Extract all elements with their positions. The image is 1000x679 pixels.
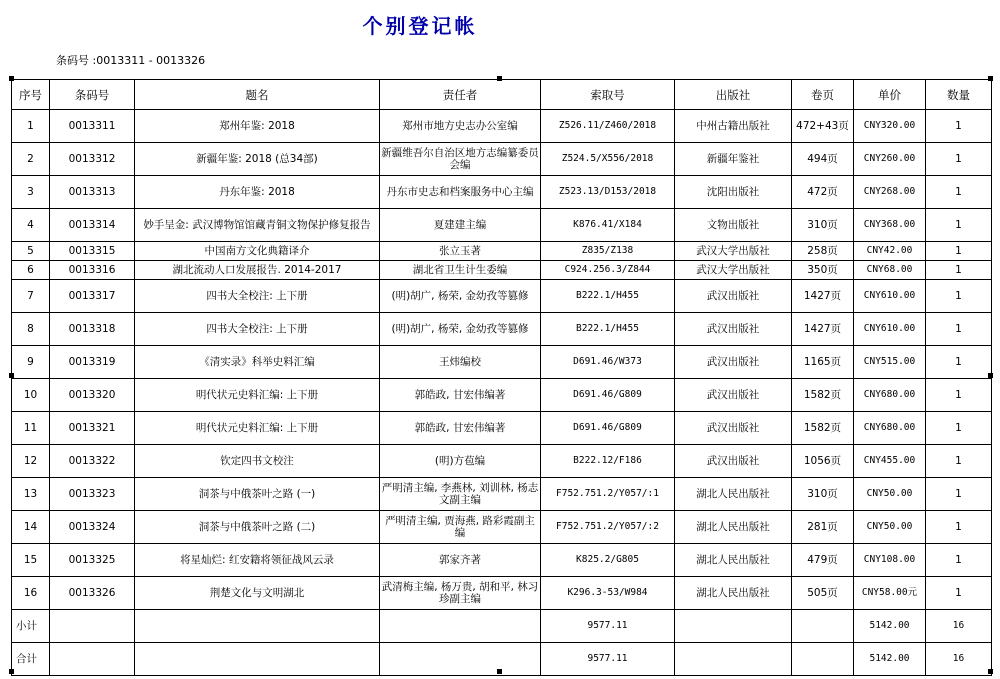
row-pages: 472+43页 [792, 110, 854, 143]
table-row [12, 261, 992, 280]
row-no: 10 [12, 379, 50, 412]
row-no: 1 [12, 110, 50, 143]
row-callno: K825.2/G805 [541, 544, 675, 577]
header-row [12, 80, 992, 110]
row-price: CNY455.00 [854, 445, 926, 478]
row-author: (明)胡广, 杨荣, 金幼孜等篡修 [380, 313, 541, 346]
row-publisher: 武汉出版社 [675, 445, 792, 478]
row-publisher: 武汉出版社 [675, 280, 792, 313]
row-qty: 1 [926, 209, 992, 242]
ledger-table [11, 79, 992, 676]
row-pages: 494页 [792, 143, 854, 176]
subtotal-row [12, 610, 992, 643]
row-price: CNY320.00 [854, 110, 926, 143]
row-title: 将星灿烂: 红安籍将领征战风云录 [135, 544, 380, 577]
row-author: 郑州市地方史志办公室编 [380, 110, 541, 143]
row-pages: 310页 [792, 209, 854, 242]
row-publisher: 湖北人民出版社 [675, 577, 792, 610]
row-barcode: 0013326 [50, 577, 135, 610]
row-pages: 505页 [792, 577, 854, 610]
row-barcode: 0013318 [50, 313, 135, 346]
row-publisher: 武汉出版社 [675, 346, 792, 379]
row-qty: 1 [926, 261, 992, 280]
col-header-callno: 索取号 [541, 80, 675, 110]
resize-handle-bottom-right[interactable] [988, 669, 993, 674]
row-title: 妙手呈金: 武汉博物馆馆藏青铜文物保护修复报告 [135, 209, 380, 242]
row-price: CNY58.00元 [854, 577, 926, 610]
row-pages: 479页 [792, 544, 854, 577]
row-barcode: 0013323 [50, 478, 135, 511]
table-row [12, 511, 992, 544]
row-qty: 1 [926, 143, 992, 176]
row-barcode: 0013322 [50, 445, 135, 478]
row-publisher: 湖北人民出版社 [675, 544, 792, 577]
table-row [12, 577, 992, 610]
row-qty: 1 [926, 280, 992, 313]
row-no: 12 [12, 445, 50, 478]
row-title: 四书大全校注: 上下册 [135, 313, 380, 346]
row-barcode: 0013324 [50, 511, 135, 544]
row-title: 四书大全校注: 上下册 [135, 280, 380, 313]
row-title: 《清实录》科举史料汇编 [135, 346, 380, 379]
row-author: 武清梅主编, 杨万贵, 胡和平, 林习珍副主编 [380, 577, 541, 610]
row-price: CNY260.00 [854, 143, 926, 176]
row-barcode: 0013315 [50, 242, 135, 261]
row-pages: 258页 [792, 242, 854, 261]
row-author: 严明清主编, 贾海燕, 路彩霞副主编 [380, 511, 541, 544]
row-no: 6 [12, 261, 50, 280]
row-barcode: 0013313 [50, 176, 135, 209]
resize-handle-top-left[interactable] [9, 76, 14, 81]
row-title: 洞茶与中俄茶叶之路 (二) [135, 511, 380, 544]
row-barcode: 0013320 [50, 379, 135, 412]
row-barcode: 0013317 [50, 280, 135, 313]
row-callno: B222.1/H455 [541, 280, 675, 313]
row-author: (明)胡广, 杨荣, 金幼孜等篡修 [380, 280, 541, 313]
row-author: 郭家齐著 [380, 544, 541, 577]
row-qty: 1 [926, 242, 992, 261]
table-row [12, 313, 992, 346]
row-author: 新疆维吾尔自治区地方志编纂委员会编 [380, 143, 541, 176]
col-header-no: 序号 [12, 80, 50, 110]
total-qty: 16 [926, 643, 992, 676]
row-barcode: 0013321 [50, 412, 135, 445]
row-pages: 1056页 [792, 445, 854, 478]
row-qty: 1 [926, 412, 992, 445]
row-barcode: 0013312 [50, 143, 135, 176]
row-price: CNY50.00 [854, 478, 926, 511]
row-barcode: 0013314 [50, 209, 135, 242]
table-row [12, 412, 992, 445]
row-price: CNY50.00 [854, 511, 926, 544]
row-publisher: 中州古籍出版社 [675, 110, 792, 143]
row-title: 中国南方文化典籍译介 [135, 242, 380, 261]
row-no: 11 [12, 412, 50, 445]
row-title: 钦定四书文校注 [135, 445, 380, 478]
resize-handle-top-right[interactable] [988, 76, 993, 81]
table-row [12, 143, 992, 176]
row-title: 明代状元史料汇编: 上下册 [135, 379, 380, 412]
row-pages: 281页 [792, 511, 854, 544]
row-pages: 350页 [792, 261, 854, 280]
row-author: 张立玉著 [380, 242, 541, 261]
row-qty: 1 [926, 577, 992, 610]
col-header-title: 题名 [135, 80, 380, 110]
row-title: 新疆年鉴: 2018 (总34部) [135, 143, 380, 176]
row-title: 洞茶与中俄茶叶之路 (一) [135, 478, 380, 511]
row-no: 5 [12, 242, 50, 261]
row-pages: 1582页 [792, 379, 854, 412]
row-price: CNY680.00 [854, 379, 926, 412]
barcode-range: 条码号 :0013311 - 0013326 [56, 54, 206, 67]
row-callno: Z835/Z138 [541, 242, 675, 261]
row-title: 荆楚文化与文明湖北 [135, 577, 380, 610]
row-qty: 1 [926, 110, 992, 143]
row-callno: F752.751.2/Y057/:1 [541, 478, 675, 511]
table-row [12, 478, 992, 511]
row-no: 15 [12, 544, 50, 577]
row-qty: 1 [926, 544, 992, 577]
row-pages: 1427页 [792, 280, 854, 313]
row-barcode: 0013316 [50, 261, 135, 280]
row-price: CNY42.00 [854, 242, 926, 261]
table-row [12, 544, 992, 577]
row-publisher: 湖北人民出版社 [675, 511, 792, 544]
row-no: 13 [12, 478, 50, 511]
row-qty: 1 [926, 313, 992, 346]
row-author: 丹东市史志和档案服务中心主编 [380, 176, 541, 209]
row-barcode: 0013319 [50, 346, 135, 379]
row-no: 7 [12, 280, 50, 313]
row-publisher: 文物出版社 [675, 209, 792, 242]
row-callno: B222.1/H455 [541, 313, 675, 346]
total-label: 合计 [12, 643, 50, 676]
row-qty: 1 [926, 511, 992, 544]
row-qty: 1 [926, 445, 992, 478]
row-author: 夏建建主编 [380, 209, 541, 242]
row-callno: F752.751.2/Y057/:2 [541, 511, 675, 544]
total-price: 5142.00 [854, 643, 926, 676]
row-no: 2 [12, 143, 50, 176]
row-callno: D691.46/G809 [541, 379, 675, 412]
resize-handle-mid-right[interactable] [988, 373, 993, 378]
row-publisher: 沈阳出版社 [675, 176, 792, 209]
row-qty: 1 [926, 346, 992, 379]
row-price: CNY368.00 [854, 209, 926, 242]
row-callno: B222.12/F186 [541, 445, 675, 478]
row-title: 明代状元史料汇编: 上下册 [135, 412, 380, 445]
col-header-pages: 卷页 [792, 80, 854, 110]
row-author: 严明清主编, 李燕林, 刘训林, 杨志文副主编 [380, 478, 541, 511]
row-callno: Z526.11/Z460/2018 [541, 110, 675, 143]
row-author: 湖北省卫生计生委编 [380, 261, 541, 280]
table-row [12, 280, 992, 313]
row-callno: Z524.5/X556/2018 [541, 143, 675, 176]
page-title: 个别登记帐 [362, 14, 478, 38]
row-no: 3 [12, 176, 50, 209]
col-header-qty: 数量 [926, 80, 992, 110]
row-price: CNY610.00 [854, 313, 926, 346]
resize-handle-bottom-mid[interactable] [497, 669, 502, 674]
row-publisher: 湖北人民出版社 [675, 478, 792, 511]
row-publisher: 武汉出版社 [675, 412, 792, 445]
row-callno: C924.256.3/Z844 [541, 261, 675, 280]
row-price: CNY68.00 [854, 261, 926, 280]
row-barcode: 0013325 [50, 544, 135, 577]
col-header-price: 单价 [854, 80, 926, 110]
row-price: CNY680.00 [854, 412, 926, 445]
row-qty: 1 [926, 478, 992, 511]
col-header-barcode: 条码号 [50, 80, 135, 110]
table-row [12, 346, 992, 379]
row-publisher: 武汉大学出版社 [675, 242, 792, 261]
row-no: 8 [12, 313, 50, 346]
row-pages: 1582页 [792, 412, 854, 445]
subtotal-price: 5142.00 [854, 610, 926, 643]
subtotal-callno: 9577.11 [541, 610, 675, 643]
row-publisher: 武汉出版社 [675, 379, 792, 412]
resize-handle-bottom-left[interactable] [9, 669, 14, 674]
row-pages: 472页 [792, 176, 854, 209]
row-no: 16 [12, 577, 50, 610]
row-pages: 1427页 [792, 313, 854, 346]
row-qty: 1 [926, 379, 992, 412]
row-publisher: 新疆年鉴社 [675, 143, 792, 176]
row-pages: 1165页 [792, 346, 854, 379]
row-title: 湖北流动人口发展报告. 2014-2017 [135, 261, 380, 280]
row-author: (明)方苞编 [380, 445, 541, 478]
subtotal-label: 小计 [12, 610, 50, 643]
resize-handle-top-mid[interactable] [497, 76, 502, 81]
row-qty: 1 [926, 176, 992, 209]
row-barcode: 0013311 [50, 110, 135, 143]
col-header-author: 责任者 [380, 80, 541, 110]
row-price: CNY108.00 [854, 544, 926, 577]
row-callno: K296.3-53/W984 [541, 577, 675, 610]
col-header-publisher: 出版社 [675, 80, 792, 110]
row-title: 丹东年鉴: 2018 [135, 176, 380, 209]
subtotal-qty: 16 [926, 610, 992, 643]
row-price: CNY268.00 [854, 176, 926, 209]
row-callno: Z523.13/D153/2018 [541, 176, 675, 209]
row-publisher: 武汉大学出版社 [675, 261, 792, 280]
total-callno: 9577.11 [541, 643, 675, 676]
row-callno: D691.46/W373 [541, 346, 675, 379]
row-no: 4 [12, 209, 50, 242]
row-author: 郭皓政, 甘宏伟编著 [380, 412, 541, 445]
row-no: 14 [12, 511, 50, 544]
table-row [12, 242, 992, 261]
row-callno: D691.46/G809 [541, 412, 675, 445]
resize-handle-mid-left[interactable] [9, 373, 14, 378]
row-title: 郑州年鉴: 2018 [135, 110, 380, 143]
table-row [12, 176, 992, 209]
row-author: 王炜编校 [380, 346, 541, 379]
row-no: 9 [12, 346, 50, 379]
table-row [12, 209, 992, 242]
table-row [12, 110, 992, 143]
row-price: CNY610.00 [854, 280, 926, 313]
table-row [12, 379, 992, 412]
row-price: CNY515.00 [854, 346, 926, 379]
row-pages: 310页 [792, 478, 854, 511]
row-author: 郭皓政, 甘宏伟编著 [380, 379, 541, 412]
table-row [12, 445, 992, 478]
row-callno: K876.41/X184 [541, 209, 675, 242]
row-publisher: 武汉出版社 [675, 313, 792, 346]
